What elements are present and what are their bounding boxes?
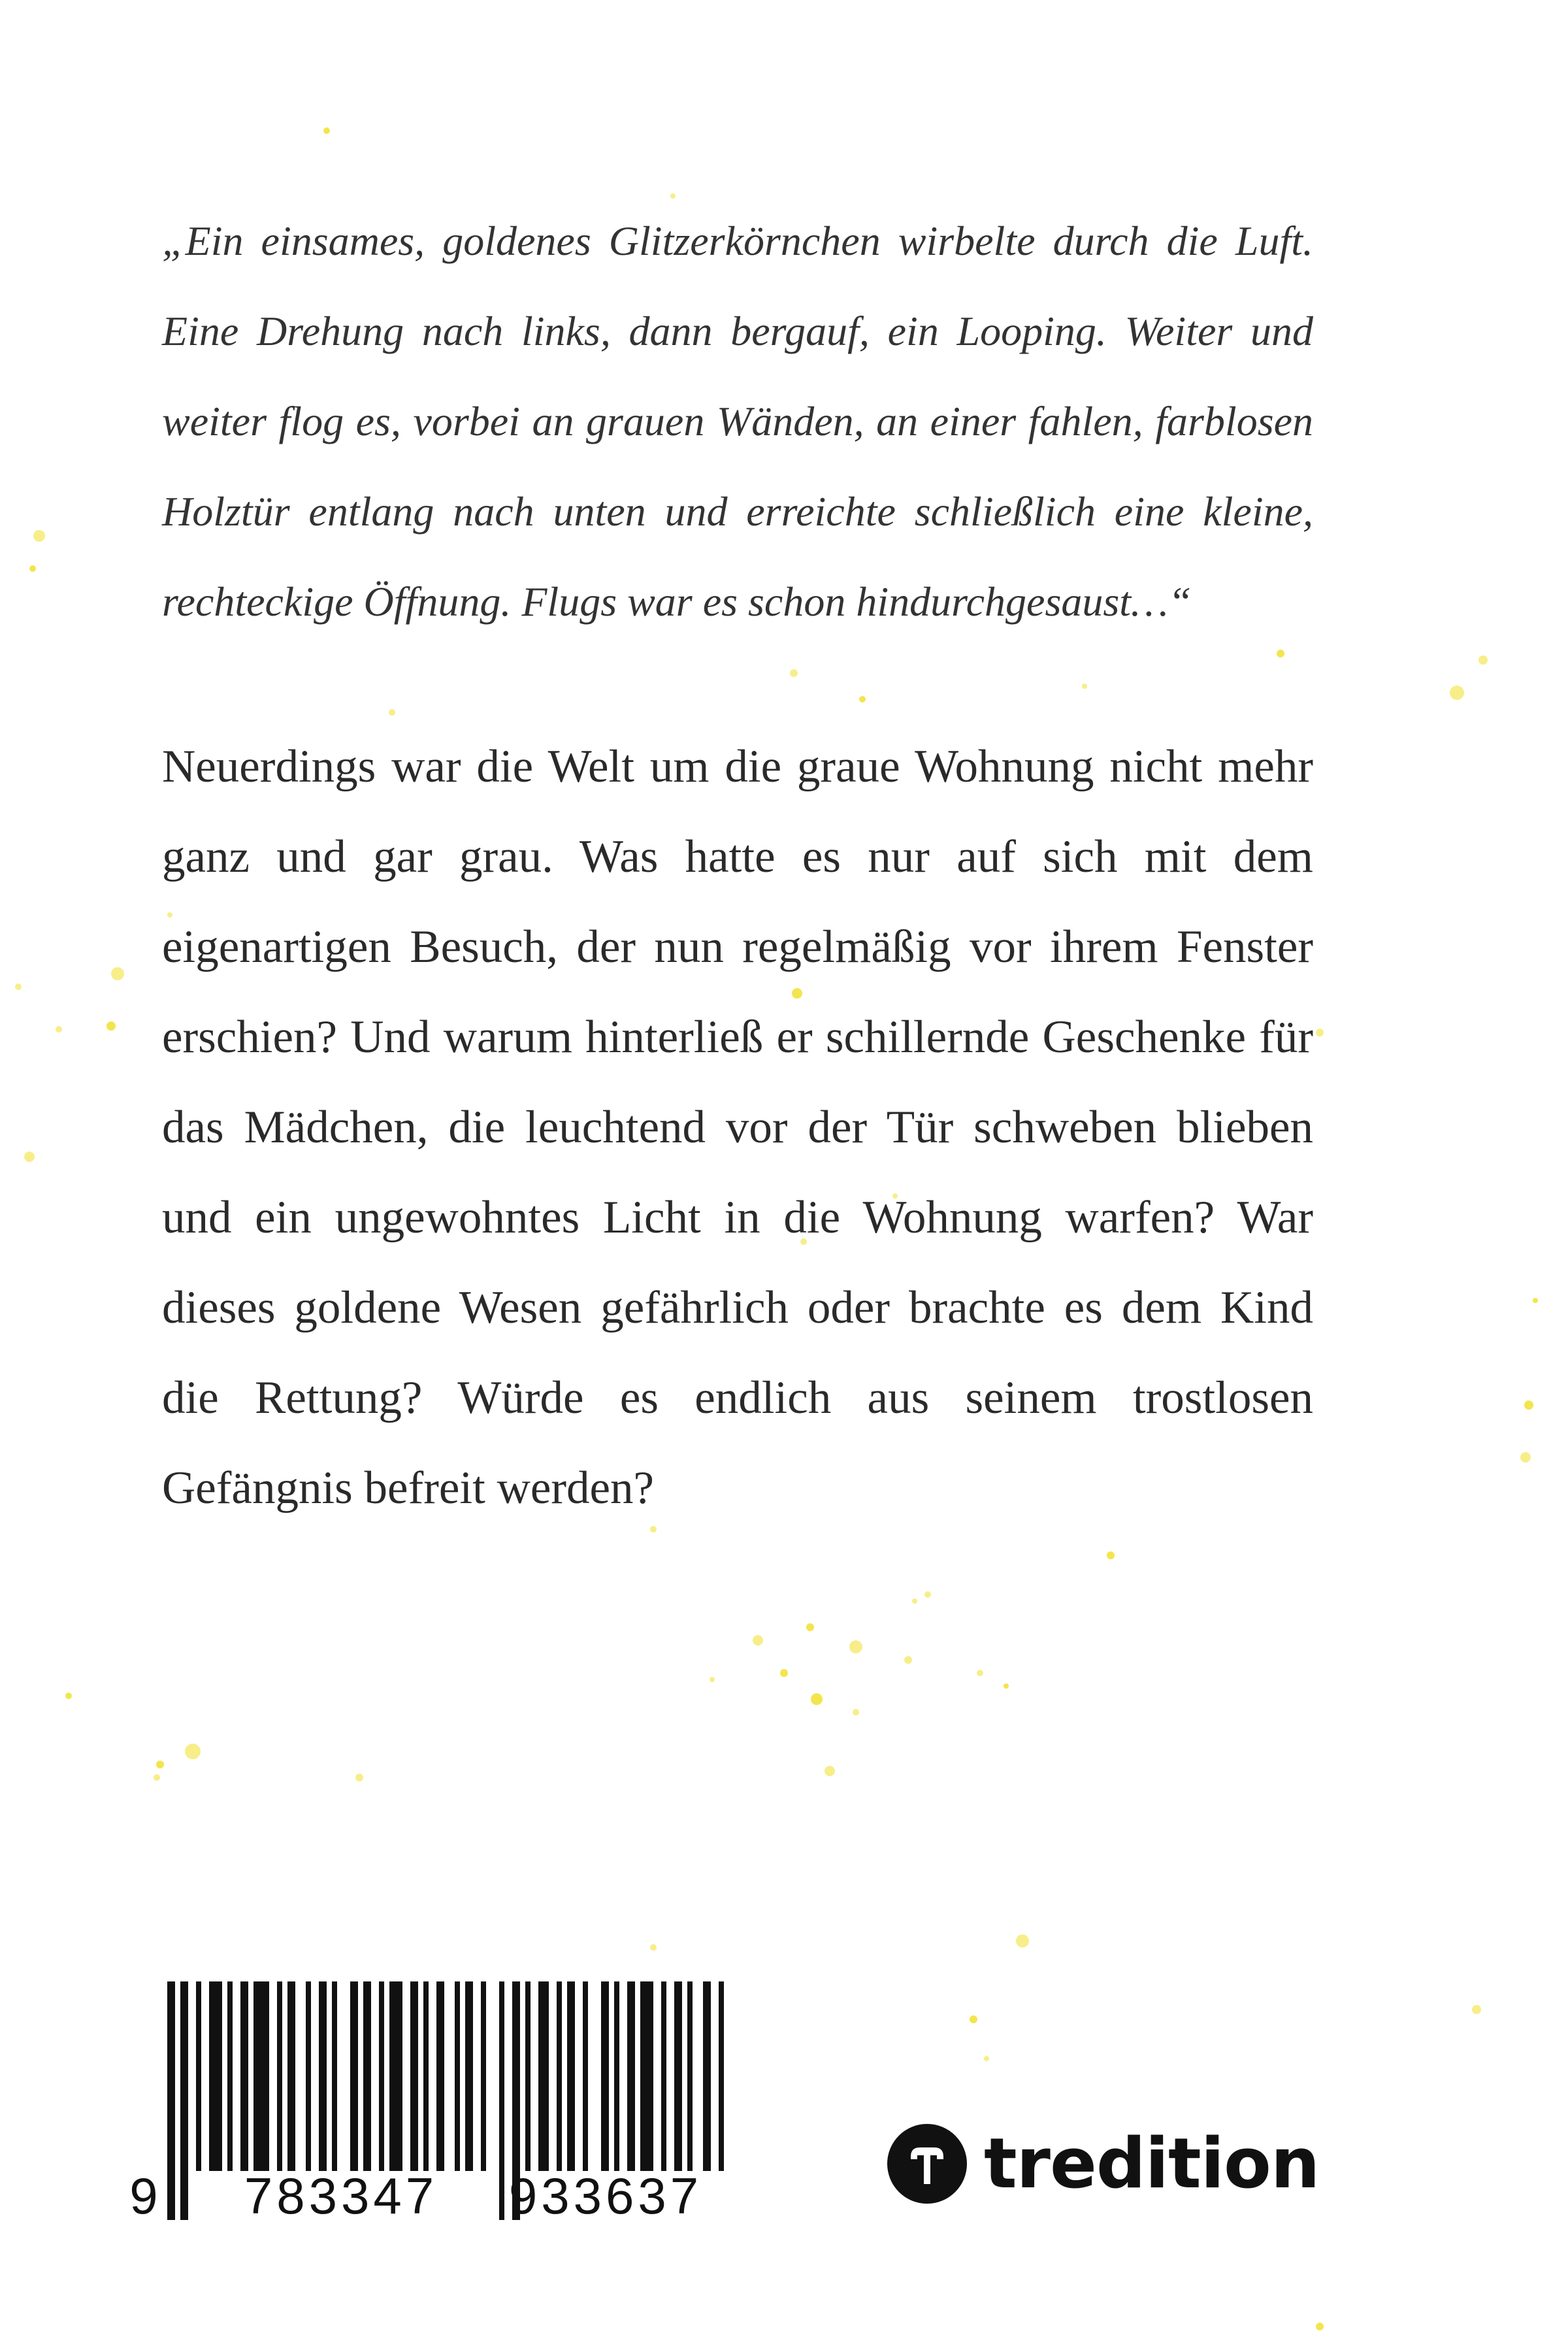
barcode-bar [277,1981,282,2171]
sparkle-dot [355,1774,363,1781]
sparkle-dot [825,1766,835,1776]
sparkle-dot [33,530,45,542]
publisher-logo [887,2124,1319,2204]
sparkle-dot [323,127,330,134]
barcode-bar [455,1981,460,2171]
barcode-bar [379,1981,384,2171]
sparkle-dot [15,984,22,990]
sparkle-dot [65,1693,72,1699]
barcode-bar [423,1981,429,2171]
barcode-bar [209,1981,222,2171]
barcode-bar [350,1981,358,2171]
sparkle-dot [710,1677,715,1682]
barcode-bar [661,1981,666,2171]
sparkle-dot [1316,2323,1324,2330]
barcode-bar [583,1981,588,2171]
sparkle-dot [389,709,395,716]
barcode-bar [167,1981,175,2220]
sparkle-dot [904,1656,912,1664]
barcode-bar [196,1981,201,2171]
barcode-bar [557,1981,562,2171]
sparkle-dot [912,1598,917,1604]
sparkle-dot [849,1640,862,1653]
barcode-group-left: 783347 [244,2167,438,2220]
barcode-bar [306,1981,311,2171]
sparkle-dot [56,1026,62,1033]
back-cover-quote: „Ein einsames, goldenes Glitzerkörnchen wirbelte durch die Luft. Eine Drehung nach links, dann bergauf, ein Looping. Weiter und weiter flog es, vorbei an grauen Wänden, an einer fahlen, farblosen Holztür entlang nach unten und erreichte schließlich eine kleine, rechteckige Öffnung. Flugs war es schon hindurchgesaust…“ [162,218,1313,625]
sparkle-dot [853,1709,859,1715]
barcode-bar [287,1981,295,2171]
barcode-bar [525,1981,531,2171]
isbn-barcode [125,1981,736,2220]
sparkle-dot [29,565,36,572]
sparkle-dot [156,1761,164,1768]
sparkle-dot [1520,1452,1531,1463]
sparkle-dot [154,1774,160,1781]
publisher-name: tredition [984,2123,1320,2204]
sparkle-dot [111,967,124,980]
back-cover-blurb: Neuerdings war die Welt um die graue Wohnung nicht mehr ganz und gar grau. Was hatte es nur auf sich mit dem eigenartigen Besuch, der nun regelmäßig vor ihrem Fenster erschien? Und warum hinterließ er schillernde Geschenke für das Mädchen, die leuchtend vor der Tür schweben blieben und ein ungewohntes Licht in die Wohnung warfen? War dieses goldene Wesen gefährlich oder brachte es dem Kind die Rettung? Würde es endlich aus seinem trostlosen Gefängnis befreit werden? [162,741,1313,1514]
sparkle-dot [1016,1934,1029,1947]
sparkle-dot [1277,650,1284,657]
barcode-bar [674,1981,682,2171]
sparkle-dot [753,1635,763,1646]
sparkle-dot [1004,1683,1009,1689]
sparkle-dot [1107,1551,1115,1559]
sparkle-dot [977,1670,983,1676]
sparkle-dot [1524,1400,1533,1410]
sparkle-dot [24,1151,35,1162]
barcode-bar [389,1981,402,2171]
barcode-bar [627,1981,635,2171]
sparkle-dot [811,1693,823,1705]
barcode-bar [614,1981,619,2171]
barcode-bar [567,1981,575,2171]
barcode-bar [640,1981,653,2171]
barcode-bar [319,1981,327,2171]
sparkle-dot [859,696,866,703]
sparkle-dot [1478,655,1488,665]
barcode-bar [465,1981,473,2171]
barcode-bar [436,1981,444,2171]
sparkle-dot [984,2056,989,2061]
barcode-bar [180,1981,188,2220]
sparkle-dot [924,1591,931,1598]
barcode-bar [253,1981,269,2171]
sparkle-dot [185,1744,201,1759]
barcode-digit-lead: 9 [129,2167,158,2220]
barcode-bar [240,1981,248,2171]
barcode-bar [538,1981,549,2171]
barcode-bar [687,1981,693,2171]
barcode-bar [227,1981,233,2171]
barcode-bar [703,1981,711,2171]
sparkle-dot [1450,686,1464,700]
sparkle-dot [806,1623,814,1631]
barcode-bar [601,1981,609,2171]
sparkle-dot [970,2015,977,2023]
tredition-logo-icon [887,2124,967,2204]
sparkle-dot [1533,1298,1538,1303]
barcode-bar [332,1981,337,2171]
sparkle-dot [1472,2005,1481,2014]
sparkle-dot [780,1669,788,1677]
barcode-bar [719,1981,724,2171]
barcode-bar [499,1981,504,2220]
sparkle-dot [1316,1029,1324,1036]
sparkle-dot [650,1944,657,1951]
barcode-bar [363,1981,371,2171]
sparkle-dot [790,669,798,677]
sparkle-dot [106,1021,116,1031]
barcode-bar [481,1981,486,2171]
barcode-bar [410,1981,418,2171]
barcode-group-right: 933637 [508,2167,703,2220]
sparkle-dot [1082,684,1087,689]
